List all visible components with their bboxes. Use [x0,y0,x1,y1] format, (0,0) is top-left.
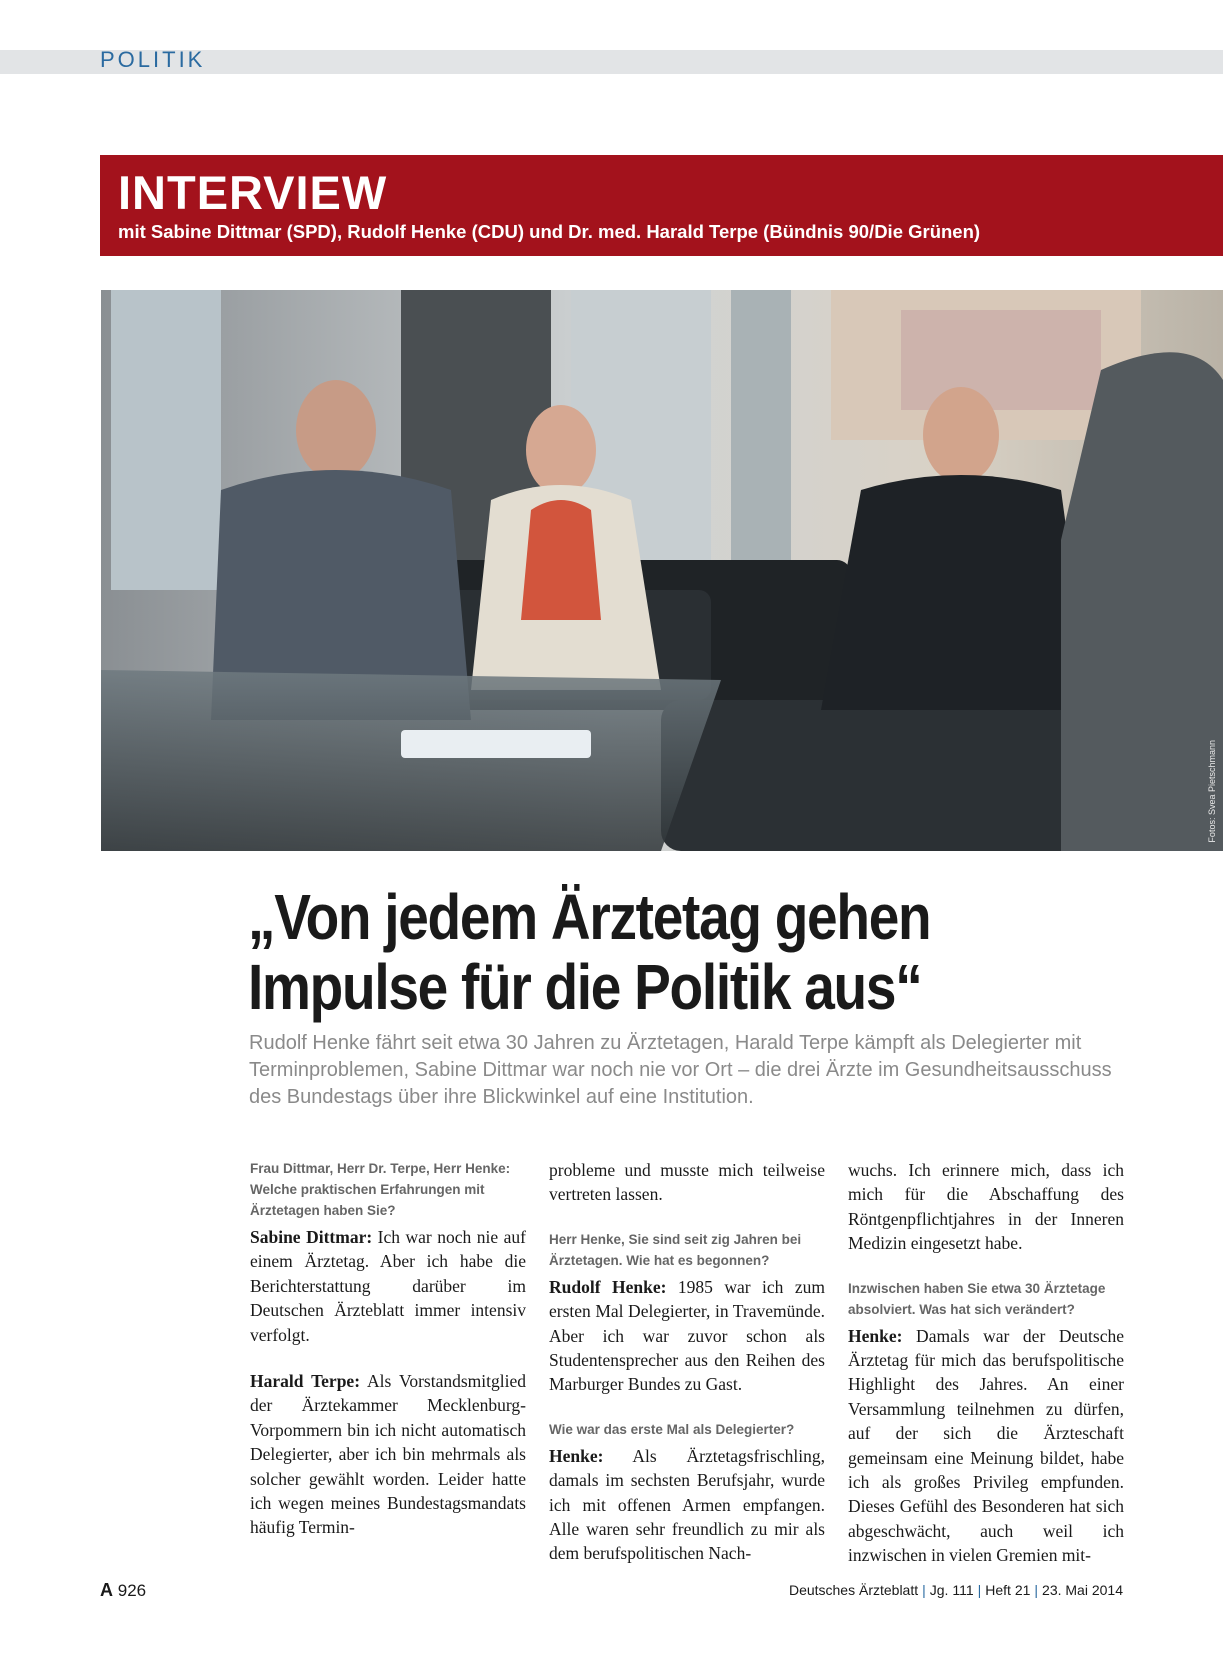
answer-text: Ich war noch nie auf einem Ärztetag. Aber ich habe die Berichterstattung darüber im Deutschen Ärzteblatt immer intensiv verfolgt. [250,1227,527,1345]
headline-line-2: Impulse für die Politik aus“ [248,951,922,1023]
answer-continuation: wuchs. Ich erinnere mich, dass ich mich für die Abschaffung des Röntgenpflichtjahres in der Inneren Medizin eingesetzt habe. [848,1160,1124,1254]
text-column-3 [848,1158,1124,1590]
speaker-name: Rudolf Henke: [549,1276,667,1297]
interview-subtitle: mit Sabine Dittmar (SPD), Rudolf Henke (CDU) und Dr. med. Harald Terpe (Bündnis 90/Die Grünen) [118,221,981,242]
text-column-2 [549,1158,825,1588]
journal-date: 23. Mai 2014 [1042,1582,1123,1598]
photo-credit: Fotos: Svea Pietschmann [1207,740,1217,843]
answer-henke-1 [549,1275,825,1397]
answer-continuation: probleme und musste mich teilweise vertreten lassen. [549,1160,825,1205]
question-4: Inzwischen haben Sie etwa 30 Ärztetage absolviert. Was hat sich verändert? [848,1280,1106,1317]
question-1: Frau Dittmar, Herr Dr. Terpe, Herr Henke: Welche praktischen Erfahrungen mit Ärztetagen haben Sie? [250,1161,511,1218]
text-column-1 [250,1158,526,1562]
interview-banner [100,155,1223,256]
speaker-name: Henke: [549,1445,604,1466]
question-2: Herr Henke, Sie sind seit zig Jahren bei Ärztetagen. Wie hat es begonnen? [549,1231,802,1268]
speaker-name: Sabine Dittmar: [250,1227,373,1247]
interview-photo [101,290,1223,851]
page-prefix: A [100,1580,113,1600]
page-number [100,1580,146,1601]
answer-text: Als Ärztetagsfrischling, damals im sechsten Berufsjahr, wurde ich mit offenen Armen empfangen. Alle waren sehr freundlich zu mir als dem berufspolitischen Nach- [549,1445,825,1564]
journal-issue: Heft 21 [985,1582,1031,1598]
page-number-value: 926 [117,1581,147,1600]
headline [248,882,1022,1022]
answer-terpe [250,1369,526,1540]
answer-henke-2 [549,1444,825,1566]
answer-dittmar [250,1225,526,1347]
journal-name: Deutsches Ärzteblatt [788,1582,919,1598]
answer-text: 1985 war ich zum ersten Mal Delegierter, in Travemünde. Aber ich war zuvor schon als Studentensprecher aus den Reihen des Marburger Bundes zu Gast. [549,1276,825,1395]
journal-volume: Jg. 111 [929,1582,974,1598]
speaker-name: Henke: [848,1325,903,1346]
answer-henke-3 [848,1324,1124,1568]
interview-title: INTERVIEW [118,166,388,219]
headline-line-1: „Von jedem Ärztetag gehen [248,881,931,953]
journal-info: Deutsches Ärzteblatt | Jg. 111 | Heft 21 | 23. Mai 2014 [788,1582,1123,1598]
answer-text: Damals war der Deutsche Ärztetag für mich das berufspolitische Highlight des Jahres. An einer Versammlung teilnehmen zu dürfen, auf der sich die Ärzteschaft gemeinsam eine Meinung bildet, habe ich als großes Privileg empfunden. Dieses Gefühl des Besonderen hat sich abgeschwächt, auch weil ich inzwischen in vielen Gremien mit- [848,1325,1124,1566]
speaker-name: Harald Terpe: [250,1371,361,1392]
section-label: POLITIK [100,47,206,72]
lead-paragraph: Rudolf Henke fährt seit etwa 30 Jahren zu Ärztetagen, Harald Terpe kämpft als Delegierter mit Terminproblemen, Sabine Dittmar war noch nie vor Ort – die drei Ärzte im Gesundheitsausschuss des Bundestags über ihre Blickwinkel auf eine Institution. [249,1032,1112,1108]
question-3: Wie war das erste Mal als Delegierter? [549,1421,795,1437]
answer-text: Als Vorstandsmitglied der Ärztekammer Mecklenburg-Vorpommern bin ich nicht automatisch Delegierter, aber ich bin mehrmals als solcher gewählt worden. Leider hatte ich wegen meines Bundestagsmandats häufig Termin- [250,1371,526,1538]
